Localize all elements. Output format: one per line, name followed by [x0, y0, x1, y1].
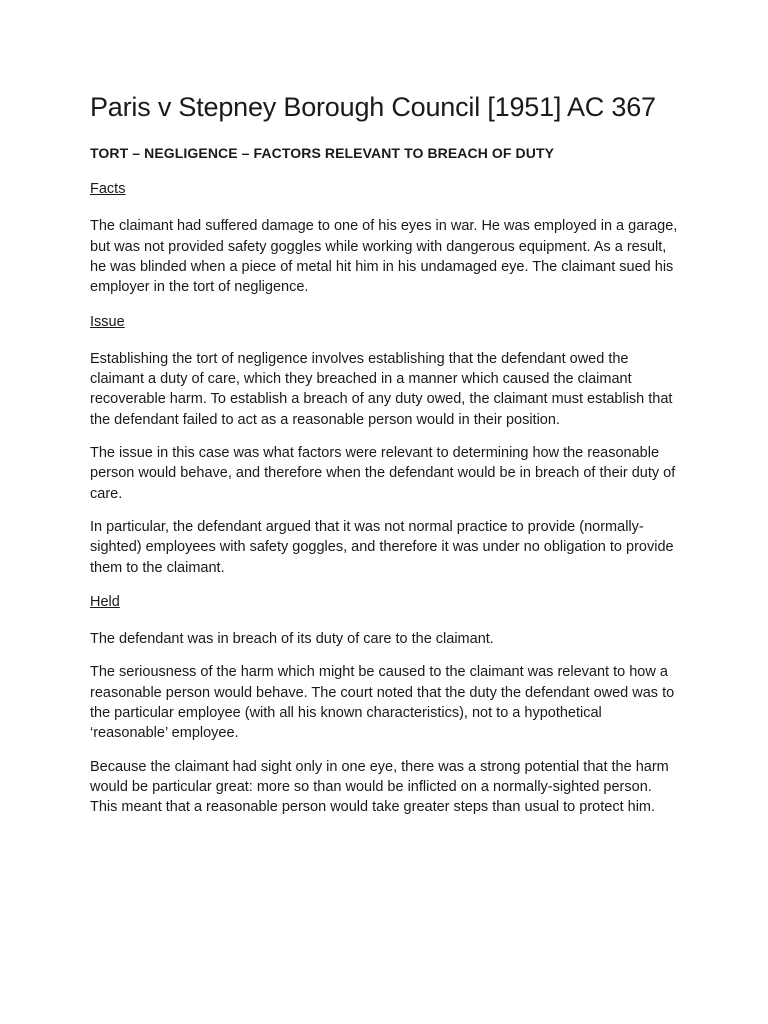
issue-paragraph: In particular, the defendant argued that it was not normal practice to provide (normally-sighted) employees with safety goggles, and therefore it was under no obligation to provide them to the claimant.	[90, 518, 674, 576]
held-paragraph: Because the claimant had sight only in one eye, there was a strong potential that the harm would be particular great: more so than would be inflicted on a normally-sighted person. This meant that a reasonable person would take greater steps than usual to protect him.	[90, 758, 669, 816]
section-heading-issue: Issue	[90, 313, 125, 330]
document-page	[90, 90, 680, 831]
document-title: Paris v Stepney Borough Council [1951] AC 367	[90, 92, 656, 122]
section-heading-held: Held	[90, 593, 120, 610]
issue-paragraph: The issue in this case was what factors were relevant to determining how the reasonable person would behave, and therefore when the defendant would be in breach of their duty of care.	[90, 445, 676, 502]
document-subtitle: TORT – NEGLIGENCE – FACTORS RELEVANT TO BREACH OF DUTY	[90, 145, 555, 162]
held-paragraph: The defendant was in breach of its duty of care to the claimant.	[90, 631, 494, 648]
issue-paragraph: Establishing the tort of negligence involves establishing that the defendant owed the claimant a duty of care, which they breached in a manner which caused the claimant recoverable harm. To establish a breach of any duty owed, the claimant must establish that the defendant failed to act as a reasonable person would in their position.	[90, 350, 673, 428]
facts-paragraph: The claimant had suffered damage to one of his eyes in war. He was employed in a garage, but was not provided safety goggles while working with dangerous equipment. As a result, he was blinded when a piece of metal hit him in his undamaged eye. The claimant sued his employer in the tort of negligence.	[90, 218, 678, 296]
held-paragraph: The seriousness of the harm which might be caused to the claimant was relevant to how a reasonable person would behave. The court noted that the duty the defendant owed was to the particular employee (with all his known characteristics), not to a hypothetical ‘reasonable’ employee.	[90, 664, 675, 742]
section-heading-facts: Facts	[90, 181, 126, 198]
